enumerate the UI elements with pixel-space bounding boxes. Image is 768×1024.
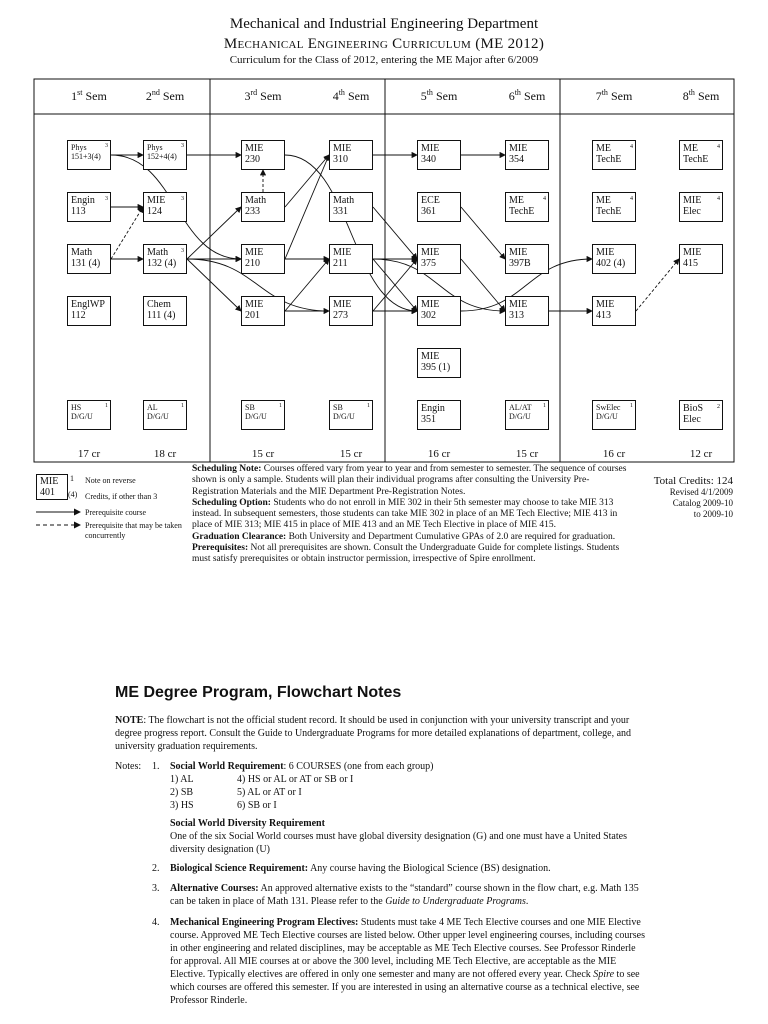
course-note-ref: 4 bbox=[717, 144, 720, 150]
course-name: MIE bbox=[509, 299, 528, 310]
legend-credits-other: Credits, if other than 3 bbox=[85, 492, 158, 501]
note3-label: Alternative Courses: bbox=[170, 883, 259, 894]
course-note-ref: 3 bbox=[181, 196, 184, 202]
course-mieelec[interactable] bbox=[679, 192, 723, 222]
semester-credits-7: 16 cr bbox=[602, 448, 626, 460]
course-name: HS bbox=[71, 403, 82, 412]
course-note-ref: 3 bbox=[181, 143, 184, 149]
course-mie273[interactable] bbox=[329, 296, 373, 326]
note2-label: Biological Science Requirement: bbox=[170, 863, 309, 874]
department-title: Mechanical and Industrial Engineering Department bbox=[229, 16, 539, 32]
course-name: Chem bbox=[147, 299, 171, 310]
legend-prereq: Prerequisite course bbox=[85, 508, 147, 517]
sched-option-text: Students who do not enroll in MIE 302 in their 5th semester may choose to take MIE 313 instead. In subsequent semesters, those students can take MIE 302 in place of an ME Tech Elective; MIE 413 in place of MIE 313; MIE 415 in place of MIE 413 and an ME Tech Elective in place of MIE 415. bbox=[192, 497, 618, 531]
course-mie211[interactable] bbox=[329, 244, 373, 274]
course-name: MIE bbox=[509, 143, 528, 154]
note4-end: to see which courses are offered this semester. If you are interested in using an alternative course as a technical elective, see Professor Rinderle. bbox=[170, 969, 640, 1006]
course-engin113[interactable] bbox=[67, 192, 111, 222]
course-name: MIE bbox=[333, 247, 352, 258]
note4-body bbox=[170, 916, 648, 1007]
course-note-ref: 1 bbox=[181, 403, 184, 409]
course-number: 313 bbox=[509, 310, 524, 321]
course-name: Phys bbox=[71, 143, 87, 152]
course-number: 273 bbox=[333, 310, 348, 321]
semester-credits-1: 17 cr bbox=[77, 448, 101, 460]
course-name: ECE bbox=[421, 195, 440, 206]
note3-end: . bbox=[525, 896, 529, 907]
course-name: MIE bbox=[421, 351, 440, 362]
course-number: D/G/U bbox=[596, 412, 618, 421]
course-name: Engin bbox=[71, 195, 95, 206]
course-name: MIE bbox=[245, 299, 264, 310]
group-4: 4) HS or AL or AT or SB or I bbox=[237, 774, 354, 785]
prereq-arrow-math331-mie375 bbox=[373, 207, 417, 259]
course-mie340[interactable] bbox=[417, 140, 461, 170]
legend-prereq-concurrent: Prerequisite that may be taken concurrently bbox=[85, 521, 182, 540]
prereq-label: Prerequisites: bbox=[192, 543, 249, 554]
course-number: D/G/U bbox=[245, 412, 267, 421]
sched-note-label: Scheduling Note: bbox=[192, 464, 262, 474]
course-number: 415 bbox=[683, 258, 698, 269]
course-al1[interactable] bbox=[143, 400, 187, 430]
course-number: 132 (4) bbox=[147, 258, 177, 269]
course-name: AL/AT bbox=[509, 403, 532, 412]
catalog-to: to 2009-10 bbox=[693, 509, 733, 519]
course-number: Elec bbox=[683, 414, 701, 425]
course-mie395[interactable] bbox=[417, 348, 461, 378]
course-name: AL bbox=[147, 403, 158, 412]
course-number: D/G/U bbox=[333, 412, 355, 421]
course-number: TechE bbox=[509, 206, 535, 217]
course-name: MIE bbox=[683, 247, 702, 258]
prereq-arrow-mie210-mie310 bbox=[285, 155, 329, 259]
note2-body bbox=[170, 862, 640, 875]
catalog-year: Catalog 2009-10 bbox=[672, 498, 733, 508]
course-note-ref: 1 bbox=[630, 403, 633, 409]
course-metech6[interactable] bbox=[505, 192, 549, 222]
course-mie413[interactable] bbox=[592, 296, 636, 326]
diversity-label: Social World Diversity Requirement bbox=[170, 818, 325, 829]
total-credits: Total Credits: 124 bbox=[653, 475, 733, 487]
course-number: TechE bbox=[683, 154, 709, 165]
course-mie402[interactable] bbox=[592, 244, 636, 274]
note1-label: Social World Requirement bbox=[170, 761, 284, 772]
sched-note-text: Courses offered vary from year to year and from semester to semester. The sequence of courses shown is only a sample. Students will plan their individual programs after consulting the University Pre-Registration Materials and the MIE Department Pre-Registration Notes. bbox=[192, 464, 627, 497]
course-note-ref: 1 bbox=[543, 403, 546, 409]
course-name: MIE bbox=[421, 299, 440, 310]
course-number: 113 bbox=[71, 206, 86, 217]
note1-heading bbox=[170, 760, 434, 773]
course-phys151[interactable] bbox=[67, 140, 111, 170]
course-sb1[interactable] bbox=[241, 400, 285, 430]
grad-clearance-text: Both University and Department Cumulative GPAs of 2.0 are required for graduation. bbox=[286, 531, 616, 542]
course-name: MIE bbox=[509, 247, 528, 258]
prereq-arrow-mie413-mie415 bbox=[636, 259, 679, 311]
curriculum-subtitle: Curriculum for the Class of 2012, entering the ME Major after 6/2009 bbox=[229, 54, 539, 66]
course-name: SB bbox=[245, 403, 255, 412]
prereq-arrow-mie201-mie211 bbox=[285, 259, 329, 311]
prereq-arrow-ece361-mie397b bbox=[461, 207, 505, 259]
semester-header-2: 2nd Sem bbox=[145, 88, 185, 103]
note-text: : The flowchart is not the official student record. It should be used in conjunction with your university transcript and your degree progress report. Consult the Guide to Undergraduate Programs for more detailed explanations of department, college, and university graduation requirements. bbox=[115, 715, 632, 752]
prereq-text: Not all prerequisites are shown. Consult the Undergraduate Guide for complete listings. Students must satisfy prerequisites or obtain instructor permission, irrespective of Spire enrollment. bbox=[192, 543, 620, 565]
prereq-arrow-math132-mie201 bbox=[187, 259, 241, 311]
course-mie397b[interactable] bbox=[505, 244, 549, 274]
semester-credits-5: 16 cr bbox=[427, 448, 451, 460]
course-name: Engin bbox=[421, 403, 445, 414]
course-name: ME bbox=[596, 143, 611, 154]
course-mie375[interactable] bbox=[417, 244, 461, 274]
note1-num: 1. bbox=[152, 761, 160, 772]
course-name: ME bbox=[509, 195, 524, 206]
course-number: 210 bbox=[245, 258, 260, 269]
note-label: NOTE bbox=[115, 715, 144, 726]
course-name: MIE bbox=[421, 143, 440, 154]
course-number: 310 bbox=[333, 154, 348, 165]
diversity-block bbox=[170, 817, 640, 856]
course-name: Math bbox=[147, 247, 169, 258]
course-math132[interactable] bbox=[143, 244, 187, 274]
course-name: MIE bbox=[333, 299, 352, 310]
legend-box-line2: 401 bbox=[40, 487, 55, 498]
scheduling-notes bbox=[192, 464, 630, 566]
course-name: MIE bbox=[596, 299, 615, 310]
course-number: 230 bbox=[245, 154, 260, 165]
course-number: 354 bbox=[509, 154, 524, 165]
course-note-ref: 3 bbox=[105, 196, 108, 202]
semester-credits-2: 18 cr bbox=[153, 448, 177, 460]
course-name: Math bbox=[71, 247, 93, 258]
course-number: 340 bbox=[421, 154, 436, 165]
curriculum-title: Mechanical Engineering Curriculum (ME 2012) bbox=[223, 36, 545, 52]
prereq-arrow-math131-mie124 bbox=[111, 207, 143, 259]
course-note-ref: 1 bbox=[367, 403, 370, 409]
course-note-ref: 1 bbox=[279, 403, 282, 409]
course-name: ME bbox=[596, 195, 611, 206]
semester-credits-3: 15 cr bbox=[251, 448, 275, 460]
diversity-text: One of the six Social World courses must have global diversity designation (G) and one must have a United States diversity designation (U) bbox=[170, 831, 627, 855]
course-phys152[interactable] bbox=[143, 140, 187, 170]
revised-date: Revised 4/1/2009 bbox=[669, 487, 733, 497]
course-number: Elec bbox=[683, 206, 701, 217]
course-englwp112[interactable] bbox=[67, 296, 111, 326]
group-5: 5) AL or AT or I bbox=[237, 787, 302, 798]
note3-body bbox=[170, 882, 640, 908]
course-number: TechE bbox=[596, 206, 622, 217]
course-alat[interactable] bbox=[505, 400, 549, 430]
course-number: 233 bbox=[245, 206, 260, 217]
note3-guide: Guide to Undergraduate Programs bbox=[385, 896, 526, 907]
semester-credits-6: 15 cr bbox=[515, 448, 539, 460]
course-mie354[interactable] bbox=[505, 140, 549, 170]
legend-sample-course bbox=[36, 474, 68, 500]
note4-spire: Spire bbox=[593, 969, 615, 980]
course-number: 112 bbox=[71, 310, 86, 321]
course-number: 124 bbox=[147, 206, 162, 217]
note-paragraph bbox=[115, 714, 645, 753]
course-number: 361 bbox=[421, 206, 436, 217]
course-number: 302 bbox=[421, 310, 436, 321]
course-name: Math bbox=[245, 195, 267, 206]
course-number: 201 bbox=[245, 310, 260, 321]
course-note-ref: 4 bbox=[543, 196, 546, 202]
group-6: 6) SB or I bbox=[237, 800, 277, 811]
course-hs1[interactable] bbox=[67, 400, 111, 430]
course-number: D/G/U bbox=[509, 412, 531, 421]
course-name: MIE bbox=[245, 143, 264, 154]
semester-credits-8: 12 cr bbox=[689, 448, 713, 460]
course-mie415[interactable] bbox=[679, 244, 723, 274]
note3-num: 3. bbox=[152, 883, 160, 894]
course-name: EnglWP bbox=[71, 299, 105, 310]
semester-header-5: 5th Sem bbox=[420, 88, 458, 103]
course-mie230[interactable] bbox=[241, 140, 285, 170]
course-mie302[interactable] bbox=[417, 296, 461, 326]
course-number: 152+4(4) bbox=[147, 152, 177, 161]
note4-text: Students must take 4 ME Tech Elective courses and one MIE Elective course. Approved ME Tech Elective courses are listed below. Other upper level engineering courses, including courses in other engineering and related disciplines, may be acceptable as ME Tech Elective courses. See Professor Rinderle for approval. All MIE courses at or above the 300 level, including ME Tech Elective, are acceptable as the MIE Elective. Typically electives are offered in only one semester and many are not offered every year. Check bbox=[170, 917, 645, 980]
course-name: MIE bbox=[245, 247, 264, 258]
note4-label: Mechanical Engineering Program Electives: bbox=[170, 917, 359, 928]
legend-credit-num: (4) bbox=[68, 490, 78, 499]
course-number: 351 bbox=[421, 414, 436, 425]
course-mie310[interactable] bbox=[329, 140, 373, 170]
totals-block bbox=[636, 476, 733, 520]
course-note-ref: 4 bbox=[717, 196, 720, 202]
course-note-ref: 4 bbox=[630, 196, 633, 202]
course-number: 111 (4) bbox=[147, 310, 176, 321]
semester-header-6: 6th Sem bbox=[508, 88, 546, 103]
course-name: MIE bbox=[683, 195, 702, 206]
grad-clearance-label: Graduation Clearance: bbox=[192, 531, 287, 542]
course-name: BioS bbox=[683, 403, 704, 414]
course-name: ME bbox=[683, 143, 698, 154]
course-note-ref: 3 bbox=[105, 143, 108, 149]
course-note-ref: 2 bbox=[717, 404, 720, 410]
course-number: 131 (4) bbox=[71, 258, 101, 269]
course-metech7a[interactable] bbox=[592, 140, 636, 170]
course-note-ref: 4 bbox=[630, 144, 633, 150]
course-chem111[interactable] bbox=[143, 296, 187, 326]
semester-header-7: 7th Sem bbox=[595, 88, 633, 103]
semester-header-8: 8th Sem bbox=[682, 88, 720, 103]
legend-note-num: 1 bbox=[70, 474, 74, 483]
semester-header-4: 4th Sem bbox=[332, 88, 370, 103]
course-number: D/G/U bbox=[147, 412, 169, 421]
course-number: 413 bbox=[596, 310, 611, 321]
group-2: 2) SB bbox=[170, 787, 194, 798]
course-math233[interactable] bbox=[241, 192, 285, 222]
note1-text: : 6 COURSES (one from each group) bbox=[283, 761, 434, 772]
course-metech8[interactable] bbox=[679, 140, 723, 170]
note2-num: 2. bbox=[152, 863, 160, 874]
course-number: 402 (4) bbox=[596, 258, 626, 269]
group-1: 1) AL bbox=[170, 774, 194, 785]
course-number: TechE bbox=[596, 154, 622, 165]
course-number: 375 bbox=[421, 258, 436, 269]
note3-text: An approved alternative exists to the “standard” course shown in the flow chart, e.g. Math 135 can be taken in place of Math 131. Please refer to the bbox=[170, 883, 639, 907]
sched-option-label: Scheduling Option: bbox=[192, 497, 271, 508]
course-mie124[interactable] bbox=[143, 192, 187, 222]
course-name: SwElec bbox=[596, 403, 621, 412]
course-mie210[interactable] bbox=[241, 244, 285, 274]
semester-header-3: 3rd Sem bbox=[244, 88, 282, 103]
course-name: MIE bbox=[421, 247, 440, 258]
course-note-ref: 3 bbox=[181, 248, 184, 254]
course-name: MIE bbox=[147, 195, 166, 206]
semester-header-1: 1st Sem bbox=[71, 88, 107, 103]
course-note-ref: 1 bbox=[105, 403, 108, 409]
flowchart-notes-title: ME Degree Program, Flowchart Notes bbox=[115, 684, 402, 701]
course-number: 331 bbox=[333, 206, 348, 217]
course-metech7b[interactable] bbox=[592, 192, 636, 222]
course-mie201[interactable] bbox=[241, 296, 285, 326]
course-sb2[interactable] bbox=[329, 400, 373, 430]
course-swelec[interactable] bbox=[592, 400, 636, 430]
legend-box-line1: MIE bbox=[40, 476, 59, 487]
course-name: SB bbox=[333, 403, 343, 412]
flowchart-svg bbox=[0, 0, 768, 470]
course-name: Math bbox=[333, 195, 355, 206]
course-math331[interactable] bbox=[329, 192, 373, 222]
course-name: MIE bbox=[333, 143, 352, 154]
course-math131[interactable] bbox=[67, 244, 111, 274]
course-mie313[interactable] bbox=[505, 296, 549, 326]
notes-lead: Notes: bbox=[115, 761, 142, 772]
semester-credits-4: 15 cr bbox=[339, 448, 363, 460]
course-number: D/G/U bbox=[71, 412, 93, 421]
prereq-arrow-math233-mie310 bbox=[285, 155, 329, 207]
course-name: Phys bbox=[147, 143, 163, 152]
legend-note-reverse: Note on reverse bbox=[85, 476, 136, 485]
course-number: 151+3(4) bbox=[71, 152, 101, 161]
course-number: 395 (1) bbox=[421, 362, 451, 373]
course-engin351[interactable] bbox=[417, 400, 461, 430]
course-ece361[interactable] bbox=[417, 192, 461, 222]
course-name: MIE bbox=[596, 247, 615, 258]
group-3: 3) HS bbox=[170, 800, 194, 811]
course-bioselec[interactable] bbox=[679, 400, 723, 430]
note2-text: Any course having the Biological Science (BS) designation. bbox=[308, 863, 551, 874]
course-number: 211 bbox=[333, 258, 348, 269]
note4-num: 4. bbox=[152, 917, 160, 928]
course-number: 397B bbox=[509, 258, 531, 269]
